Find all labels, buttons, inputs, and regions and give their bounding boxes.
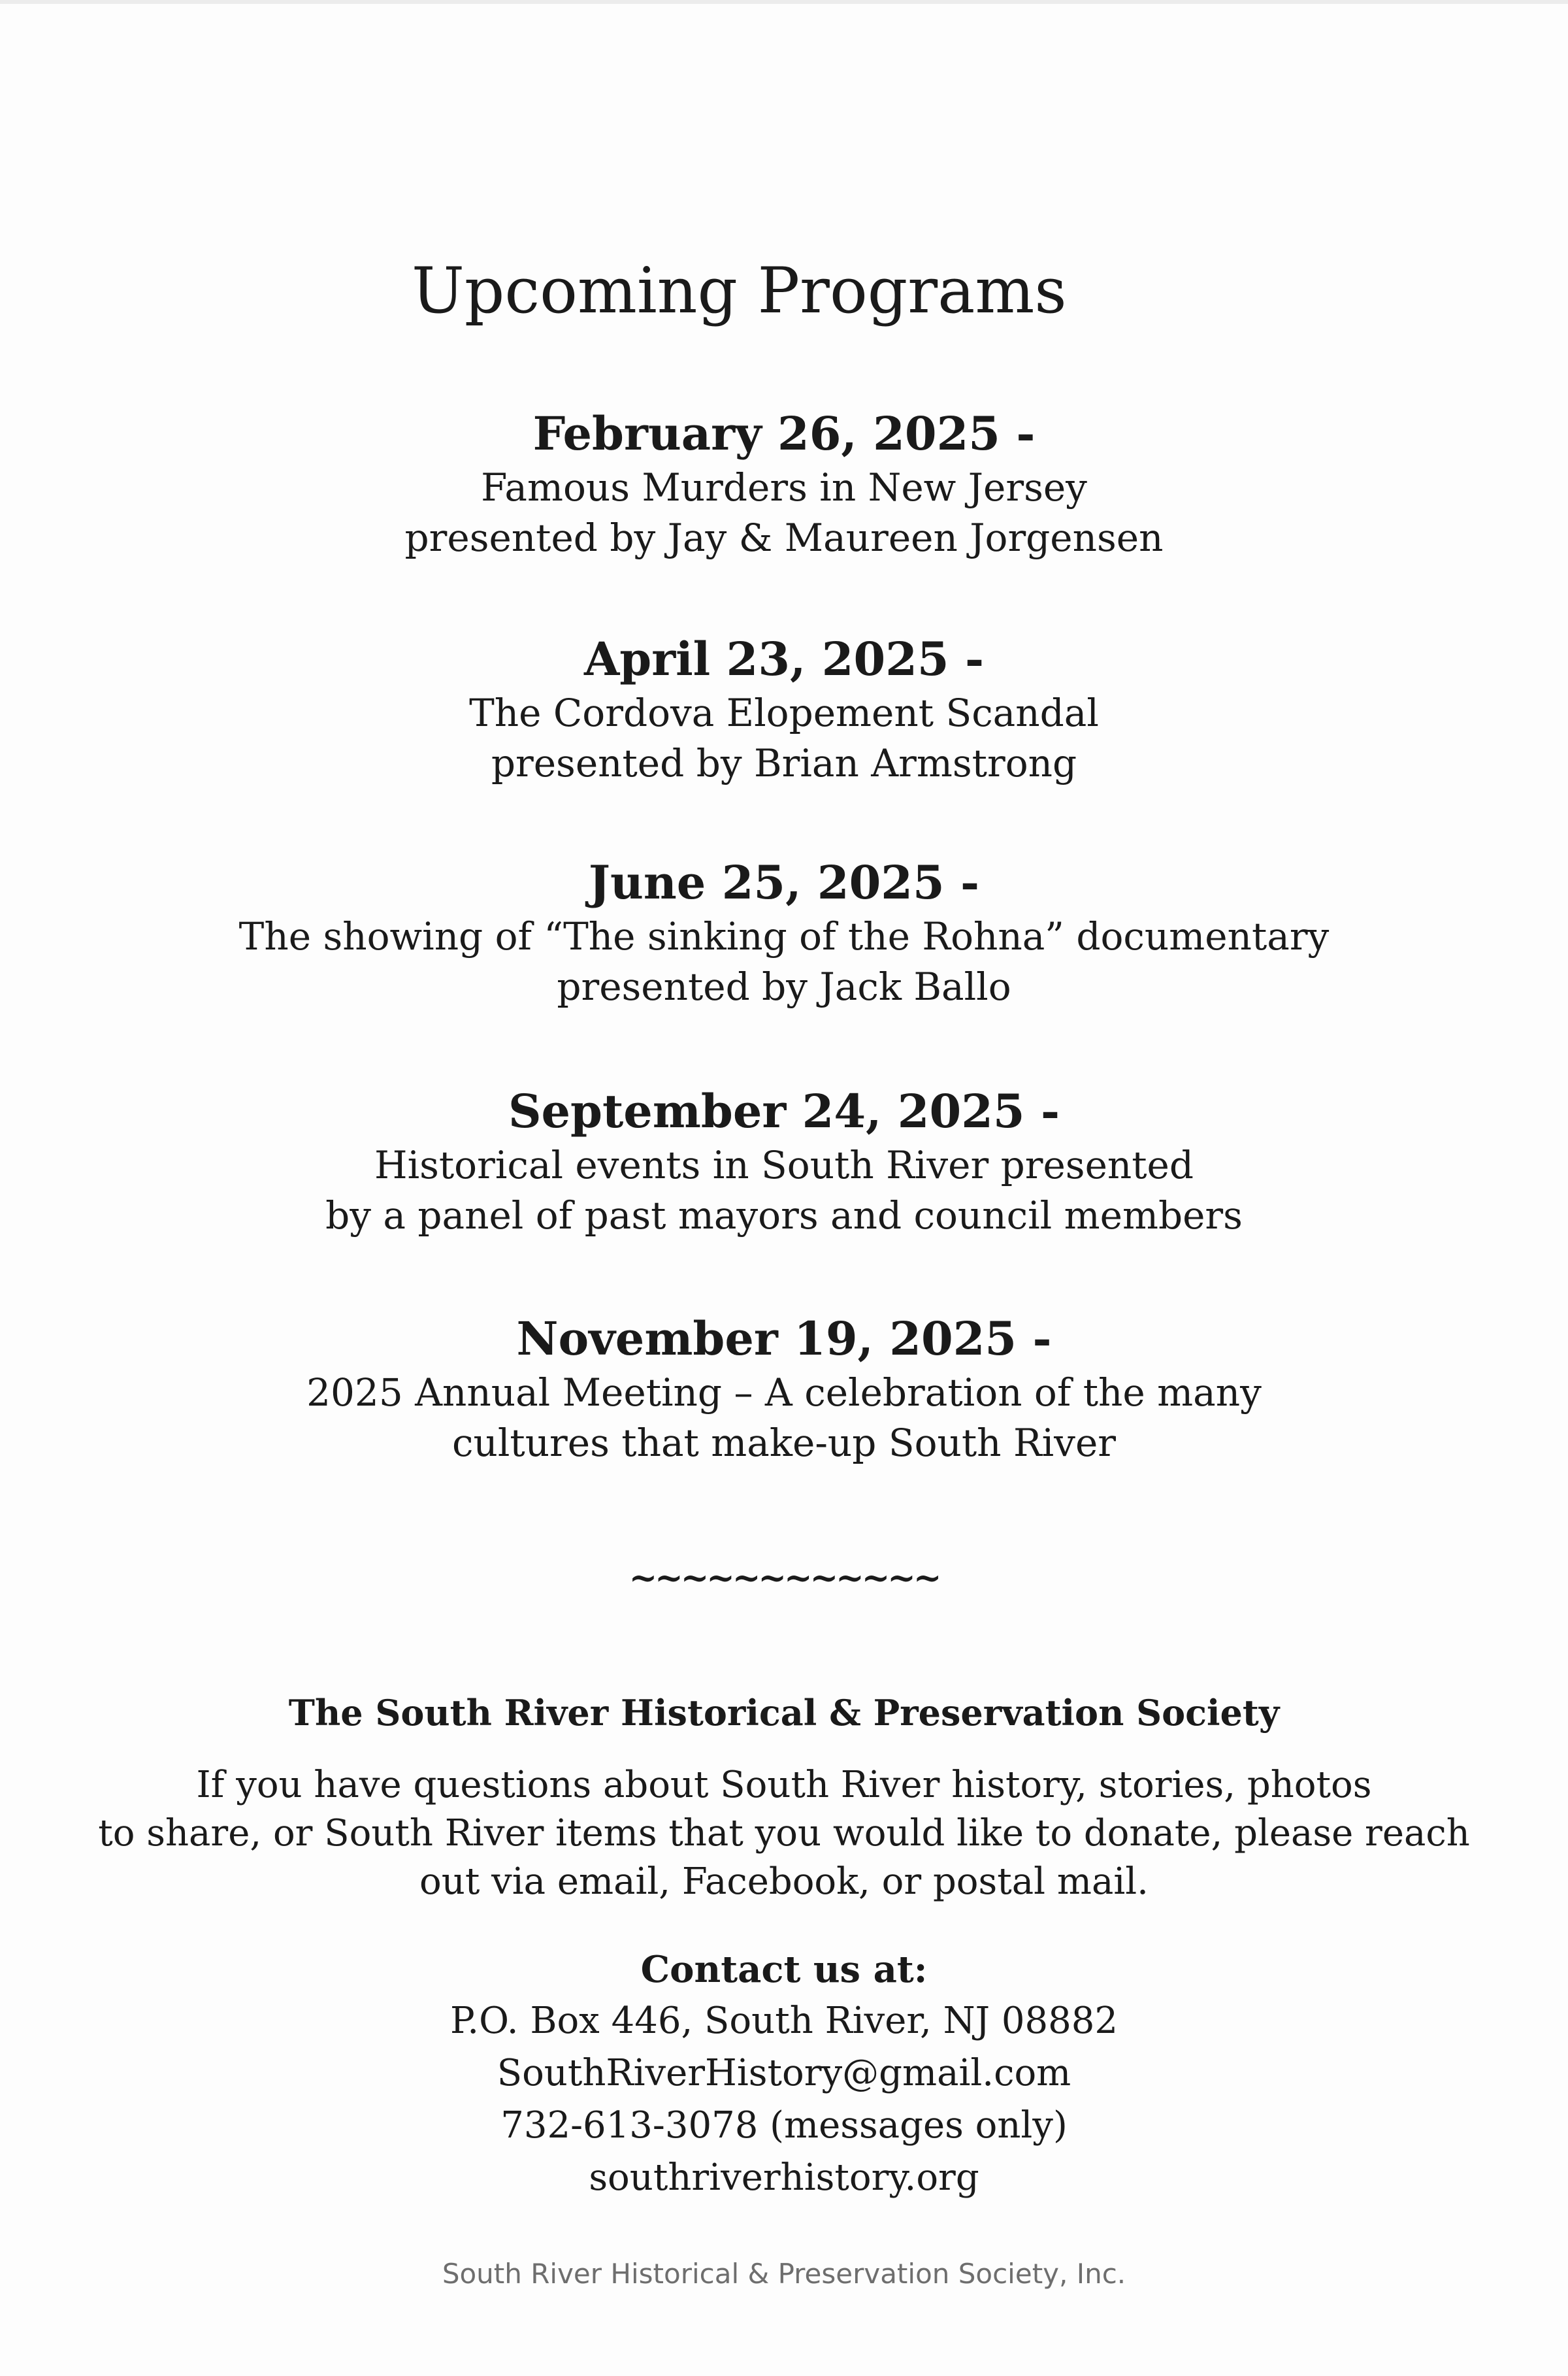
program-date: September 24, 2025 - <box>508 1084 1060 1138</box>
society-message <box>0 1761 1568 1906</box>
program-item <box>0 631 1568 789</box>
program-title: The Cordova Elopement Scandal <box>469 691 1099 735</box>
program-title: The showing of “The sinking of the Rohna” documentary <box>238 914 1330 959</box>
program-item <box>0 854 1568 1012</box>
contact-heading: Contact us at: <box>640 1948 928 1991</box>
society-message-line: If you have questions about South River history, stories, photos <box>196 1764 1372 1806</box>
society-info <box>0 1689 1568 1906</box>
society-name: The South River Historical & Preservation Society <box>288 1692 1280 1734</box>
top-edge-rule <box>0 0 1568 4</box>
footer-text: South River Historical & Preservation Society, Inc. <box>442 2258 1126 2290</box>
contact-phone: 732-613-3078 (messages only) <box>500 2104 1068 2147</box>
program-presenter: presented by Jay & Maureen Jorgensen <box>404 516 1164 560</box>
program-title: 2025 Annual Meeting – A celebration of the many <box>306 1370 1262 1415</box>
program-presenter: by a panel of past mayors and council members <box>325 1193 1243 1238</box>
program-title: Historical events in South River presented <box>374 1143 1194 1187</box>
program-item <box>0 1310 1568 1468</box>
program-date: April 23, 2025 - <box>583 632 985 686</box>
contact-address: P.O. Box 446, South River, NJ 08882 <box>449 2000 1119 2042</box>
program-date: November 19, 2025 - <box>516 1312 1052 1366</box>
program-presenter: presented by Brian Armstrong <box>491 741 1077 785</box>
contact-email: SouthRiverHistory@gmail.com <box>497 2052 1071 2094</box>
program-item <box>0 1083 1568 1241</box>
program-presenter: presented by Jack Ballo <box>557 965 1011 1009</box>
program-item <box>0 405 1568 563</box>
society-message-line: to share, or South River items that you would like to donate, please reach <box>98 1812 1470 1855</box>
contact-info <box>0 1944 1568 2204</box>
program-description: cultures that make-up South River <box>452 1421 1116 1465</box>
program-date: June 25, 2025 - <box>588 855 980 910</box>
page-title: Upcoming Programs <box>412 254 1067 327</box>
program-title: Famous Murders in New Jersey <box>481 465 1087 510</box>
contact-website: southriverhistory.org <box>589 2156 979 2199</box>
program-date: February 26, 2025 - <box>532 406 1036 461</box>
society-message-line: out via email, Facebook, or postal mail. <box>419 1860 1149 1903</box>
tilde-divider: ~~~~~~~~~~~~ <box>629 1558 939 1598</box>
